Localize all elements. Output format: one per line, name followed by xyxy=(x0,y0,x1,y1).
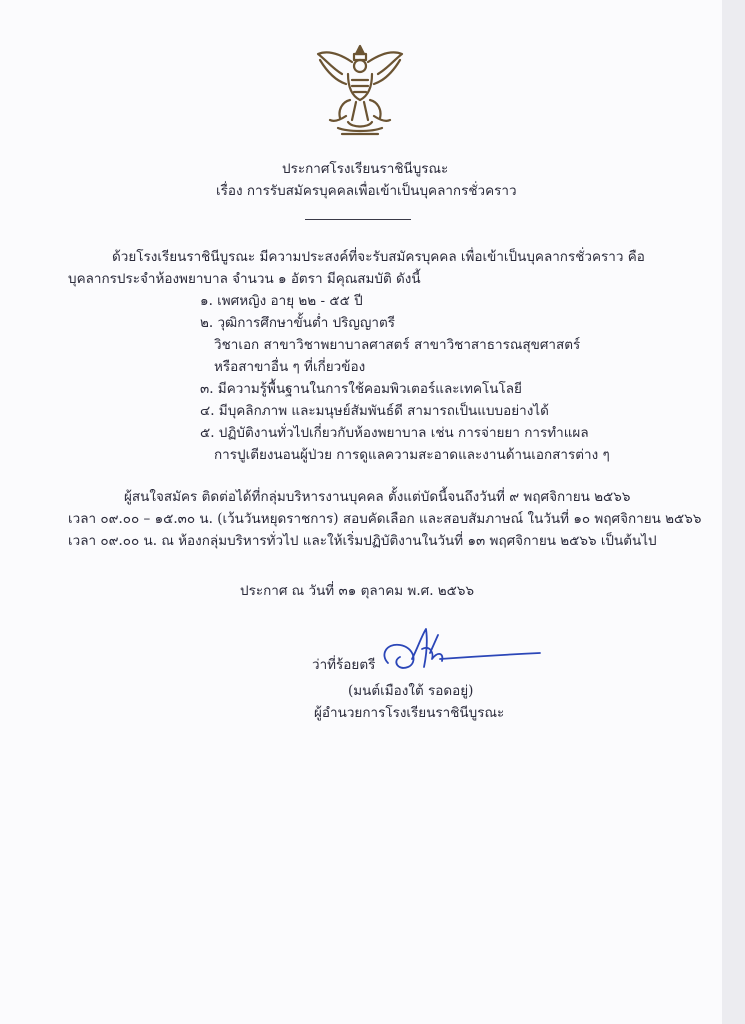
qualification-3: ๓. มีความรู้พื้นฐานในการใช้คอมพิวเตอร์และเทคโนโลยี xyxy=(200,381,522,397)
signer-rank: ว่าที่ร้อยตรี xyxy=(312,657,376,673)
title-divider xyxy=(305,219,411,220)
qualification-1: ๑. เพศหญิง อายุ ๒๒ - ๕๕ ปี xyxy=(200,293,363,309)
qualification-2: ๒. วุฒิการศึกษาขั้นต่ำ ปริญญาตรี xyxy=(200,315,396,331)
qualification-4: ๔. มีบุคลิกภาพ และมนุษย์สัมพันธ์ดี สามารถเป็นแบบอย่างได้ xyxy=(200,403,549,419)
qualification-5: ๕. ปฏิบัติงานทั่วไปเกี่ยวกับห้องพยาบาล เช่น การจ่ายยา การทำแผล xyxy=(200,425,589,441)
qualification-5-detail: การปูเตียงนอนผู้ป่วย การดูแลความสะอาดและงานด้านเอกสารต่าง ๆ xyxy=(214,447,610,463)
application-line-3: เวลา ๐๙.๐๐ น. ณ ห้องกลุ่มบริหารทั่วไป และให้เริ่มปฏิบัติงานในวันที่ ๑๓ พฤศจิกายน ๒๕๖๖ เป็นต้นไป xyxy=(68,533,657,549)
announcement-subject: เรื่อง การรับสมัครบุคคลเพื่อเข้าเป็นบุคลากรชั่วคราว xyxy=(216,183,517,199)
announcement-title: ประกาศโรงเรียนราชินีบูรณะ xyxy=(282,161,449,177)
page-edge xyxy=(722,0,745,1024)
signer-name: (มนต์เมืองใต้ รอดอยู่) xyxy=(348,683,474,699)
qualification-2-detail-1: วิชาเอก สาขาวิชาพยาบาลศาสตร์ สาขาวิชาสาธารณสุขศาสตร์ xyxy=(214,337,581,353)
intro-line-1: ด้วยโรงเรียนราชินีบูรณะ มีความประสงค์ที่จะรับสมัครบุคคล เพื่อเข้าเป็นบุคลากรชั่วคราว คือ xyxy=(112,249,645,265)
qualification-2-detail-2: หรือสาขาอื่น ๆ ที่เกี่ยวข้อง xyxy=(214,359,366,375)
garuda-emblem-icon xyxy=(312,40,408,140)
signer-position: ผู้อำนวยการโรงเรียนราชินีบูรณะ xyxy=(314,705,505,721)
application-line-1: ผู้สนใจสมัคร ติดต่อได้ที่กลุ่มบริหารงานบุคคล ตั้งแต่บัดนี้จนถึงวันที่ ๙ พฤศจิกายน ๒๕๖๖ xyxy=(124,489,631,505)
intro-line-2: บุคลากรประจำห้องพยาบาล จำนวน ๑ อัตรา มีคุณสมบัติ ดังนี้ xyxy=(68,271,421,287)
announcement-date: ประกาศ ณ วันที่ ๓๑ ตุลาคม พ.ศ. ๒๕๖๖ xyxy=(240,583,475,599)
handwritten-signature xyxy=(378,623,546,679)
application-line-2: เวลา ๐๙.๐๐ – ๑๕.๓๐ น. (เว้นวันหยุดราชการ) สอบคัดเลือก และสอบสัมภาษณ์ ในวันที่ ๑๐ พฤศจิกายน ๒๕๖๖ xyxy=(68,511,702,527)
